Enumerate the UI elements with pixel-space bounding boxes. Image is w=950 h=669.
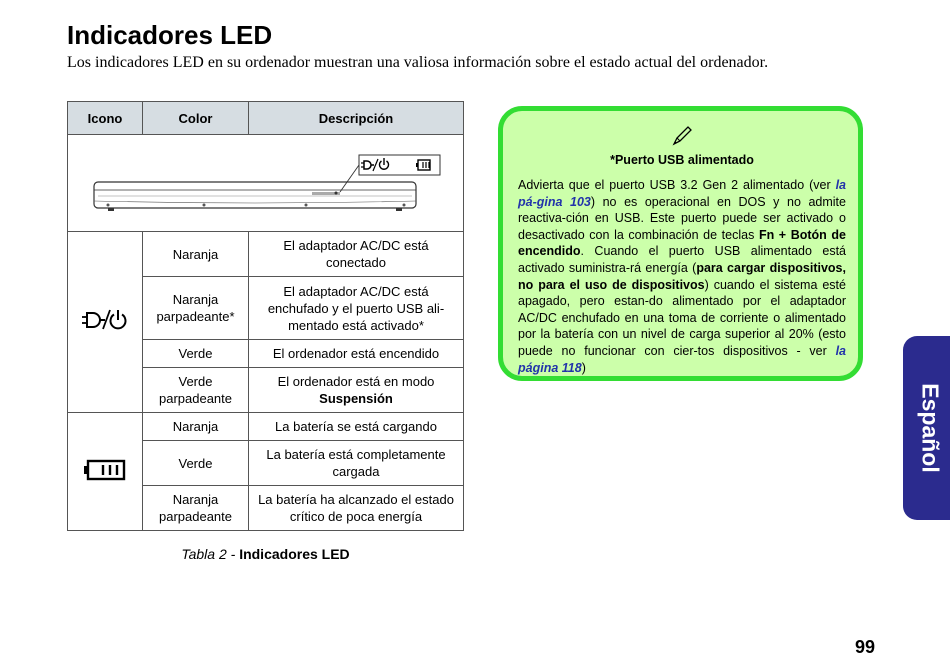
description-cell: El adaptador AC/DC está conectado (249, 232, 464, 277)
language-side-tab (903, 336, 950, 520)
ac-power-icon (81, 307, 129, 333)
header-color: Color (143, 102, 249, 135)
header-description: Descripción (249, 102, 464, 135)
led-indicators-table (67, 101, 464, 531)
note-text: Advierta que el puerto USB 3.2 Gen 2 alimentado (ver (518, 178, 836, 192)
caption-title: Indicadores LED (239, 546, 350, 562)
table-row (68, 232, 464, 277)
color-cell: Naranja (143, 413, 249, 441)
color-cell: Naranja parpadeante* (143, 277, 249, 340)
description-cell: El ordenador está encendido (249, 340, 464, 368)
table-row (68, 413, 464, 441)
description-cell (249, 368, 464, 413)
power-icon-cell (68, 232, 143, 413)
color-cell: Verde (143, 340, 249, 368)
color-cell: Naranja (143, 232, 249, 277)
note-text: . Cuando el puerto USB alimentado está activado suministra-rá energía ( (518, 244, 846, 275)
laptop-illustration-cell (68, 135, 464, 232)
note-box (498, 106, 863, 381)
description-bold-text: Suspensión (319, 391, 393, 406)
laptop-front-illustration (68, 135, 463, 227)
description-cell: La batería se está cargando (249, 413, 464, 441)
color-cell: Naranja parpadeante (143, 486, 249, 531)
side-tab-label: Español (917, 383, 944, 473)
page-link-118[interactable]: la página 118 (518, 343, 846, 375)
page-link-103[interactable]: la pá-gina 103 (518, 178, 846, 209)
caption-label: Tabla 2 - (181, 546, 240, 562)
note-title: *Puerto USB alimentado (610, 153, 754, 167)
note-body (518, 177, 846, 376)
header-icon: Icono (68, 102, 143, 135)
page-title: Indicadores LED (67, 20, 273, 50)
description-text: El ordenador está en modo (277, 374, 435, 389)
color-cell: Verde parpadeante (143, 368, 249, 413)
pencil-icon (670, 125, 694, 147)
intro-paragraph: Los indicadores LED en su ordenador muestran una valiosa información sobre el estado actual del ordenador. (67, 54, 769, 71)
note-icon-wrapper (518, 125, 846, 149)
description-cell: El adaptador AC/DC está enchufado y el puerto USB ali-mentado está activado* (249, 277, 464, 340)
note-text: ) cuando el sistema esté apagado, pero estan-do alimentado por el adaptador AC/DC enchufado en una toma de corriente o alimentado por la batería con un nivel de carga superior al 20% (esto puede no funcionar con cier-tos dispositivos - ver (518, 277, 846, 358)
battery-icon-cell (68, 413, 143, 531)
table-header-row (68, 102, 464, 135)
note-bold-text: para cargar dispositivos, no para el uso de dispositivos (518, 260, 846, 292)
note-keys: Fn + Botón de encendido (518, 227, 846, 259)
note-text: ) no es operacional en DOS y no admite reactiva-ción en USB. Este puerto puede ser activado o desactivado con la combinación de teclas (518, 194, 846, 242)
description-cell: La batería ha alcanzado el estado crítico de poca energía (249, 486, 464, 531)
page-number: 99 (855, 637, 876, 657)
table-caption (67, 546, 464, 562)
description-cell: La batería está completamente cargada (249, 441, 464, 486)
note-text: ) (581, 360, 586, 375)
laptop-illustration-row (68, 135, 464, 232)
battery-icon (83, 459, 127, 481)
color-cell: Verde (143, 441, 249, 486)
